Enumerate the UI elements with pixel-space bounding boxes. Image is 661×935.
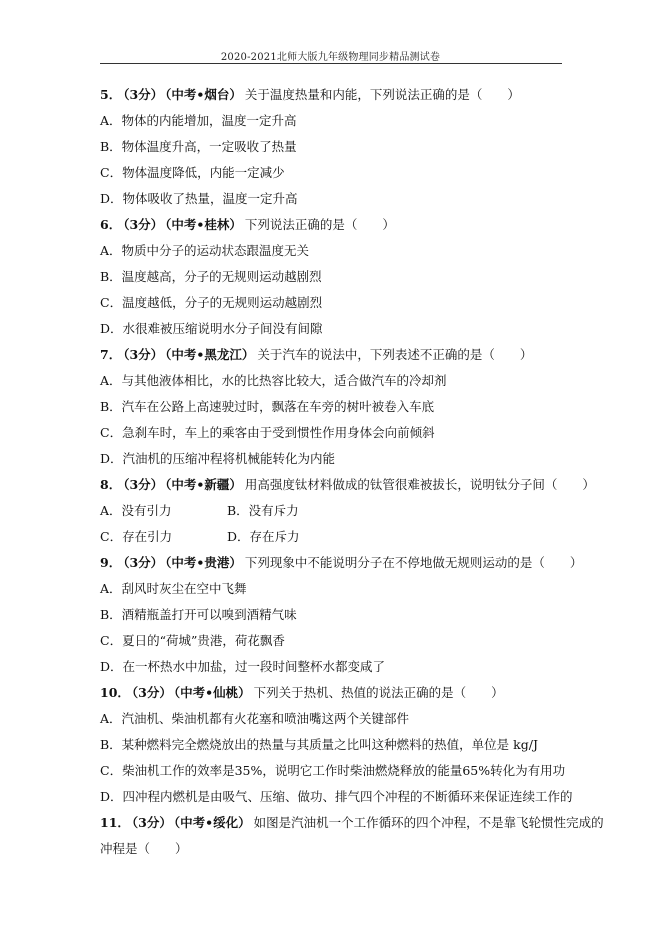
question-9 (100, 550, 583, 680)
question-6 (100, 212, 570, 342)
question-number: 8． (100, 477, 122, 492)
question-source: （中考•桂林） (165, 217, 242, 232)
option-b: B．温度越高，分子的无规则运动越剧烈 (100, 269, 322, 284)
question-stem (100, 82, 570, 108)
option-a: A．物质中分子的运动状态跟温度无关 (100, 243, 310, 258)
question-source: （中考•新疆） (165, 477, 242, 492)
option-b: B．酒精瓶盖打开可以嗅到酒精气味 (100, 607, 297, 622)
question-text: 下列关于热机、热值的说法正确的是（ ） (253, 685, 504, 700)
question-text: 下列说法正确的是（ ） (244, 217, 395, 232)
option-c: C．温度越低，分子的无规则运动越剧烈 (100, 295, 323, 310)
question-number: 5． (100, 87, 122, 102)
question-11 (100, 810, 604, 862)
question-number: 6． (100, 217, 122, 232)
question-stem (100, 212, 570, 238)
question-source: （中考•绥化） (173, 815, 251, 830)
question-text: 如图是汽油机一个工作循环的四个冲程，不是靠飞轮惯性完成的 (253, 815, 604, 830)
question-text: 关于汽车的说法中，下列表述不正确的是（ ） (257, 347, 533, 362)
question-source: （中考•仙桃） (173, 685, 251, 700)
option-row (100, 524, 570, 550)
page-header: 2020-2021北师大版九年级物理同步精品测试卷 (220, 52, 441, 63)
header-divider (100, 63, 562, 64)
option-d: D．水很难被压缩说明水分子间没有间隙 (100, 321, 323, 336)
question-score: （3分） (123, 217, 164, 232)
option-d: D．四冲程内燃机是由吸气、压缩、做功、排气四个冲程的不断循环来保证连续工作的 (100, 789, 573, 804)
option-a: A．没有引力 (100, 503, 172, 518)
question-stem (100, 550, 583, 576)
question-score: （3分） (131, 685, 172, 700)
question-source: （中考•贵港） (165, 555, 242, 570)
question-text: 用高强度钛材料做成的钛管很难被拔长，说明钛分子间（ ） (244, 477, 595, 492)
question-5 (100, 82, 570, 212)
option-c: C．急刹车时，车上的乘客由于受到惯性作用身体会向前倾斜 (100, 425, 435, 440)
option-c: C．柴油机工作的效率是35%，说明它工作时柴油燃烧释放的能量65%转化为有用功 (100, 763, 566, 778)
question-text-continuation: 冲程是（ ） (100, 841, 188, 856)
option-row (100, 498, 570, 524)
option-b: B．某种燃料完全燃烧放出的热量与其质量之比叫这种燃料的热值，单位是 kg/J (100, 737, 538, 752)
question-number: 9． (100, 555, 122, 570)
question-10 (100, 680, 573, 810)
question-list (100, 82, 604, 862)
question-score: （3分） (123, 347, 164, 362)
question-number: 11． (100, 815, 130, 830)
question-text: 关于温度热量和内能，下列说法正确的是（ ） (244, 87, 520, 102)
option-b: B．没有斥力 (227, 503, 299, 518)
option-b: B．汽车在公路上高速驶过时，飘落在车旁的树叶被卷入车底 (100, 399, 435, 414)
option-d: D．在一杯热水中加盐，过一段时间整杯水都变咸了 (100, 659, 386, 674)
option-d: D．存在斥力 (227, 529, 300, 544)
option-a: A．汽油机、柴油机都有火花塞和喷油嘴这两个关键部件 (100, 711, 410, 726)
option-c: C．夏日的“荷城”贵港，荷花飘香 (100, 633, 285, 648)
question-stem (100, 472, 595, 498)
question-score: （3分） (123, 87, 164, 102)
question-source: （中考•黑龙江） (165, 347, 255, 362)
option-c: C．存在引力 (100, 529, 173, 544)
question-score: （3分） (123, 477, 164, 492)
question-text: 下列现象中不能说明分子在不停地做无规则运动的是（ ） (244, 555, 583, 570)
question-source: （中考•烟台） (165, 87, 242, 102)
question-stem (100, 342, 570, 368)
question-7 (100, 342, 570, 472)
question-number: 7． (100, 347, 122, 362)
question-number: 10． (100, 685, 130, 700)
option-c: C．物体温度降低，内能一定减少 (100, 165, 285, 180)
question-stem (100, 680, 570, 706)
option-a: A．刮风时灰尘在空中飞舞 (100, 581, 247, 596)
question-score: （3分） (123, 555, 164, 570)
option-b: B．物体温度升高，一定吸收了热量 (100, 139, 297, 154)
question-8 (100, 472, 595, 550)
option-d: D．汽油机的压缩冲程将机械能转化为内能 (100, 451, 336, 466)
option-a: A．物体的内能增加，温度一定升高 (100, 113, 297, 128)
question-stem (100, 810, 604, 836)
question-score: （3分） (131, 815, 172, 830)
option-d: D．物体吸收了热量，温度一定升高 (100, 191, 298, 206)
option-a: A．与其他液体相比，水的比热容比较大，适合做汽车的冷却剂 (100, 373, 447, 388)
